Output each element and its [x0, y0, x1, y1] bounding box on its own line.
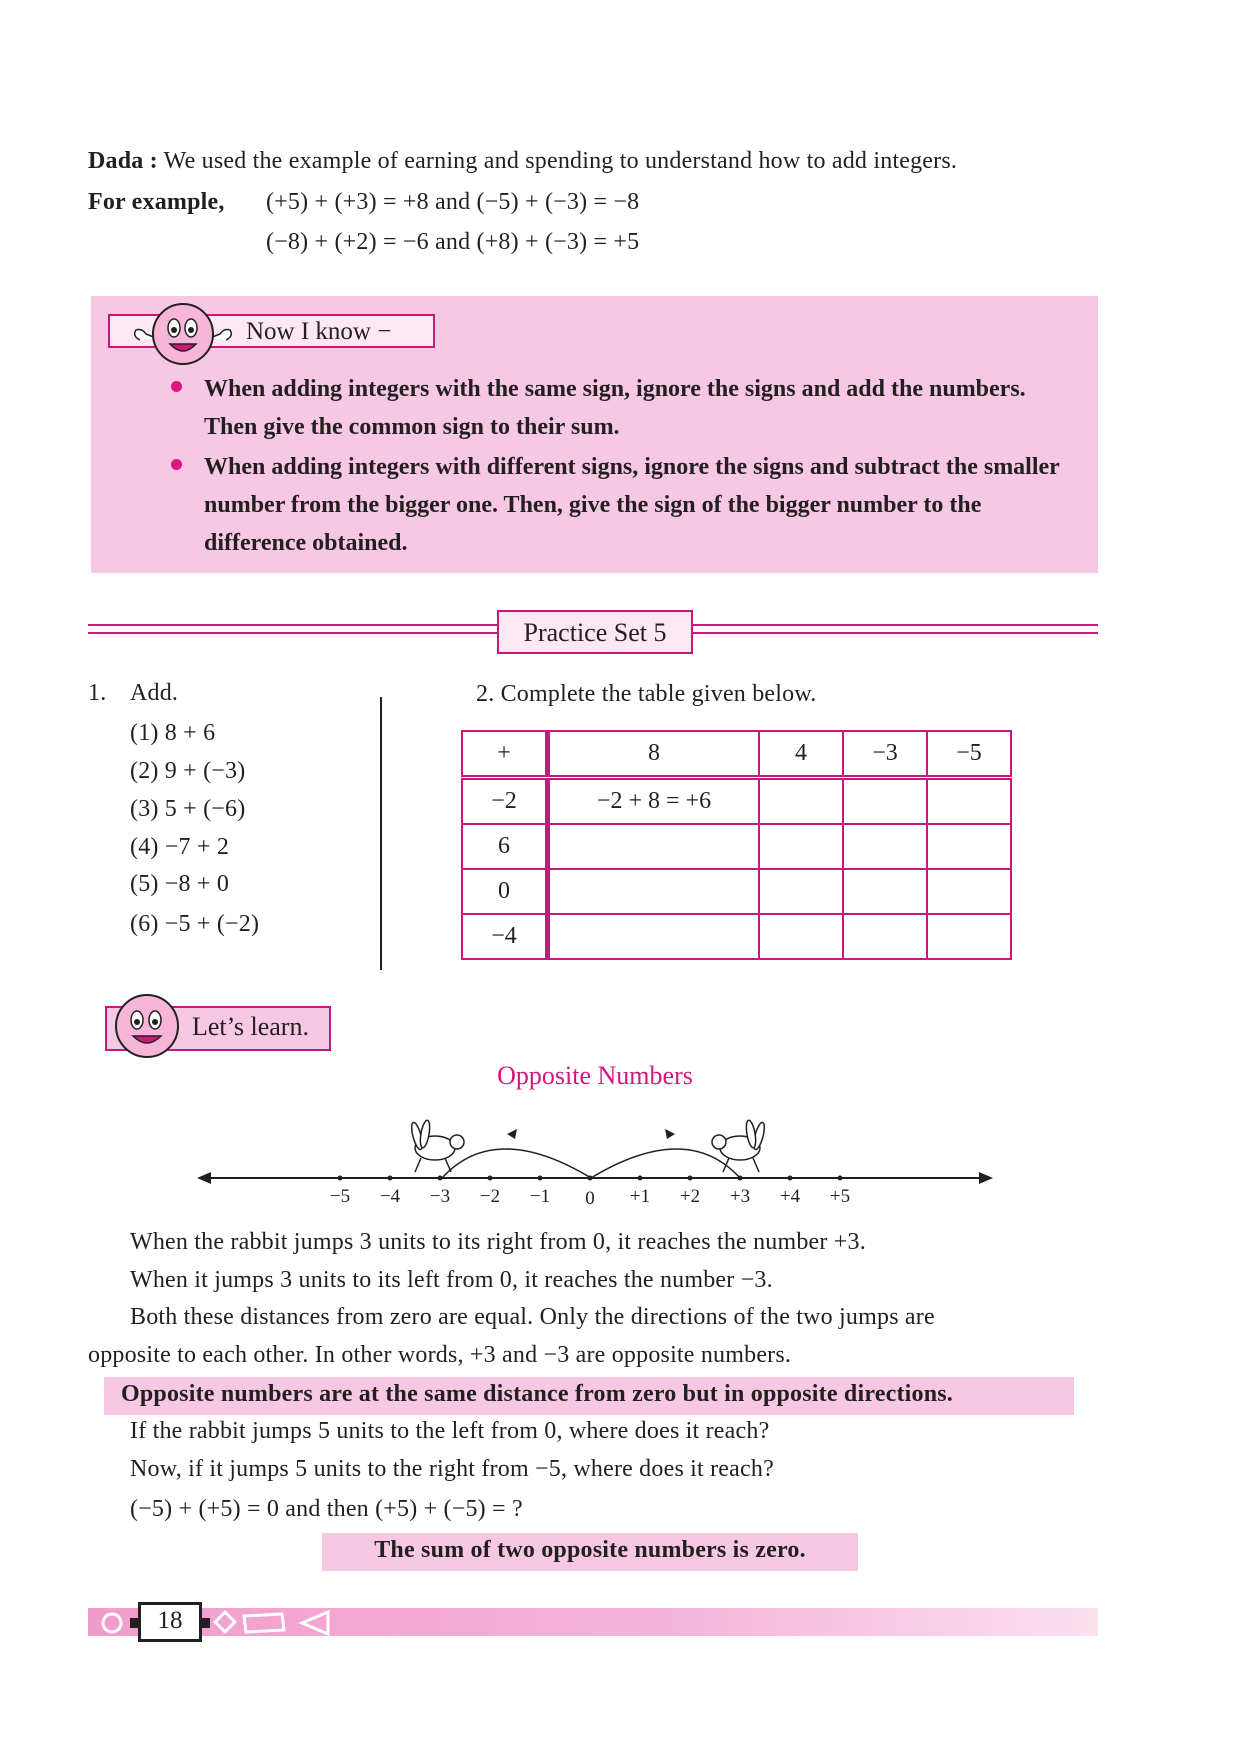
question-right-five: Now, if it jumps 5 units to the right from −5, where does it reach?: [130, 1456, 774, 1482]
page-number: 18: [157, 1607, 183, 1634]
lets-learn-title: Let’s learn.: [192, 1012, 309, 1041]
number-line-tick: [838, 1176, 843, 1181]
table-cell: [548, 824, 760, 869]
smiley-mascot-icon: [128, 300, 238, 368]
rabbit-left-icon: [410, 1120, 464, 1172]
jump-arrow-right-icon: [665, 1129, 675, 1139]
q1-item: (1) 8 + 6: [130, 720, 216, 746]
number-line-label: +5: [829, 1186, 851, 1207]
question-left-five: If the rabbit jumps 5 units to the left from 0, where does it reach?: [130, 1418, 770, 1444]
number-line-label: +3: [729, 1186, 751, 1207]
table-cell: [759, 824, 843, 869]
table-cell: [927, 824, 1011, 869]
intro-paragraph: [88, 148, 957, 175]
number-line-tick: [538, 1176, 543, 1181]
table-cell: [548, 914, 760, 959]
highlight-sum-zero: The sum of two opposite numbers is zero.: [374, 1537, 806, 1563]
smiley-mascot-icon: [110, 990, 184, 1062]
table-cell: [759, 914, 843, 959]
number-line-tick: [688, 1176, 693, 1181]
q1-text: Add.: [130, 680, 179, 706]
table-row: [462, 914, 1011, 959]
table-row-header: −2: [462, 778, 548, 825]
number-line-label: −5: [329, 1186, 351, 1207]
q1-item: (2) 9 + (−3): [130, 758, 246, 784]
equation-line: (−5) + (+5) = 0 and then (+5) + (−5) = ?: [130, 1496, 523, 1522]
number-line-tick: [488, 1176, 493, 1181]
bullet-dot-icon: [171, 459, 182, 470]
number-line-label: −2: [479, 1186, 501, 1207]
jump-arc-left: [442, 1149, 591, 1178]
number-line-tick: [338, 1176, 343, 1181]
q1-number: 1.: [88, 680, 107, 706]
speaker-label: Dada :: [88, 148, 158, 174]
addition-table: [461, 730, 1012, 960]
jump-arrow-left-icon: [507, 1129, 517, 1139]
heading-rule-left-top: [88, 624, 497, 626]
example-line-1: (+5) + (+3) = +8 and (−5) + (−3) = −8: [266, 189, 640, 215]
practice-set-title: Practice Set 5: [523, 618, 667, 647]
number-line-tick: [588, 1176, 593, 1181]
number-line-tick: [638, 1176, 643, 1181]
number-line-label: −3: [429, 1186, 451, 1207]
arrow-left-icon: [197, 1172, 211, 1184]
table-row: [462, 778, 1011, 825]
rabbit-right-icon: [712, 1120, 766, 1172]
number-line-label: 0: [585, 1188, 595, 1209]
table-cell: [843, 824, 927, 869]
number-line-label: −1: [529, 1186, 551, 1207]
number-line-tick: [388, 1176, 393, 1181]
footer-shapes-icon: [96, 1606, 336, 1640]
table-row-header: −4: [462, 914, 548, 959]
q2-text: 2. Complete the table given below.: [476, 681, 817, 707]
paragraph-equal-distance: Both these distances from zero are equal. Only the directions of the two jumps are: [130, 1304, 935, 1330]
number-line-label: +4: [779, 1186, 801, 1207]
q1-item: (4) −7 + 2: [130, 834, 230, 860]
table-column-header: −3: [843, 731, 927, 778]
arrow-right-icon: [979, 1172, 993, 1184]
paragraph-opposite: opposite to each other. In other words, +3 and −3 are opposite numbers.: [88, 1342, 792, 1368]
table-row-header: 6: [462, 824, 548, 869]
number-line: [195, 1110, 995, 1210]
table-row-header: 0: [462, 869, 548, 914]
table-cell: [927, 869, 1011, 914]
section-subtitle: Opposite Numbers: [497, 1061, 693, 1090]
table-cell: [843, 914, 927, 959]
number-line-tick: [438, 1176, 443, 1181]
table-row: [462, 869, 1011, 914]
table-cell: [927, 778, 1011, 825]
number-line-label: +1: [629, 1186, 651, 1207]
example-line-2: (−8) + (+2) = −6 and (+8) + (−3) = +5: [266, 229, 640, 255]
rule-same-sign: When adding integers with the same sign, ignore the signs and add the numbers. Then give the common sign to their sum.: [204, 376, 1026, 440]
column-divider: [380, 697, 382, 970]
paragraph-right-jump: When the rabbit jumps 3 units to its right from 0, it reaches the number +3.: [130, 1229, 866, 1255]
paragraph-left-jump: When it jumps 3 units to its left from 0, it reaches the number −3.: [130, 1267, 773, 1293]
number-line-label: −4: [379, 1186, 401, 1207]
bullet-dot-icon: [171, 381, 182, 392]
number-line-ticks: [330, 1176, 850, 1210]
heading-rule-right-top: [693, 624, 1098, 626]
table-row: [462, 824, 1011, 869]
table-cell: [843, 869, 927, 914]
rule-different-sign: When adding integers with different signs, ignore the signs and subtract the smaller number from the bigger one. Then, give the sign of the bigger number to the difference obtained.: [204, 454, 1060, 556]
q1-item: (5) −8 + 0: [130, 871, 230, 897]
number-line-tick: [788, 1176, 793, 1181]
example-label: For example,: [88, 189, 225, 215]
q1-item: (3) 5 + (−6): [130, 796, 246, 822]
intro-text: We used the example of earning and spending to understand how to add integers.: [157, 148, 958, 174]
highlight-definition: Opposite numbers are at the same distance from zero but in opposite directions.: [121, 1381, 953, 1407]
heading-rule-right-bottom: [693, 632, 1098, 634]
table-cell: [843, 778, 927, 825]
now-i-know-title: Now I know −: [246, 318, 392, 345]
table-cell: [548, 869, 760, 914]
table-column-header: 8: [548, 731, 760, 778]
jump-arc-right: [591, 1149, 740, 1178]
table-column-header: 4: [759, 731, 843, 778]
table-cell: −2 + 8 = +6: [548, 778, 760, 825]
number-line-tick: [738, 1176, 743, 1181]
q1-item: (6) −5 + (−2): [130, 911, 260, 937]
heading-rule-left-bottom: [88, 632, 497, 634]
table-cell: [759, 778, 843, 825]
number-line-label: +2: [679, 1186, 701, 1207]
table-column-header: −5: [927, 731, 1011, 778]
table-cell: [759, 869, 843, 914]
table-corner-cell: +: [462, 731, 548, 778]
table-cell: [927, 914, 1011, 959]
